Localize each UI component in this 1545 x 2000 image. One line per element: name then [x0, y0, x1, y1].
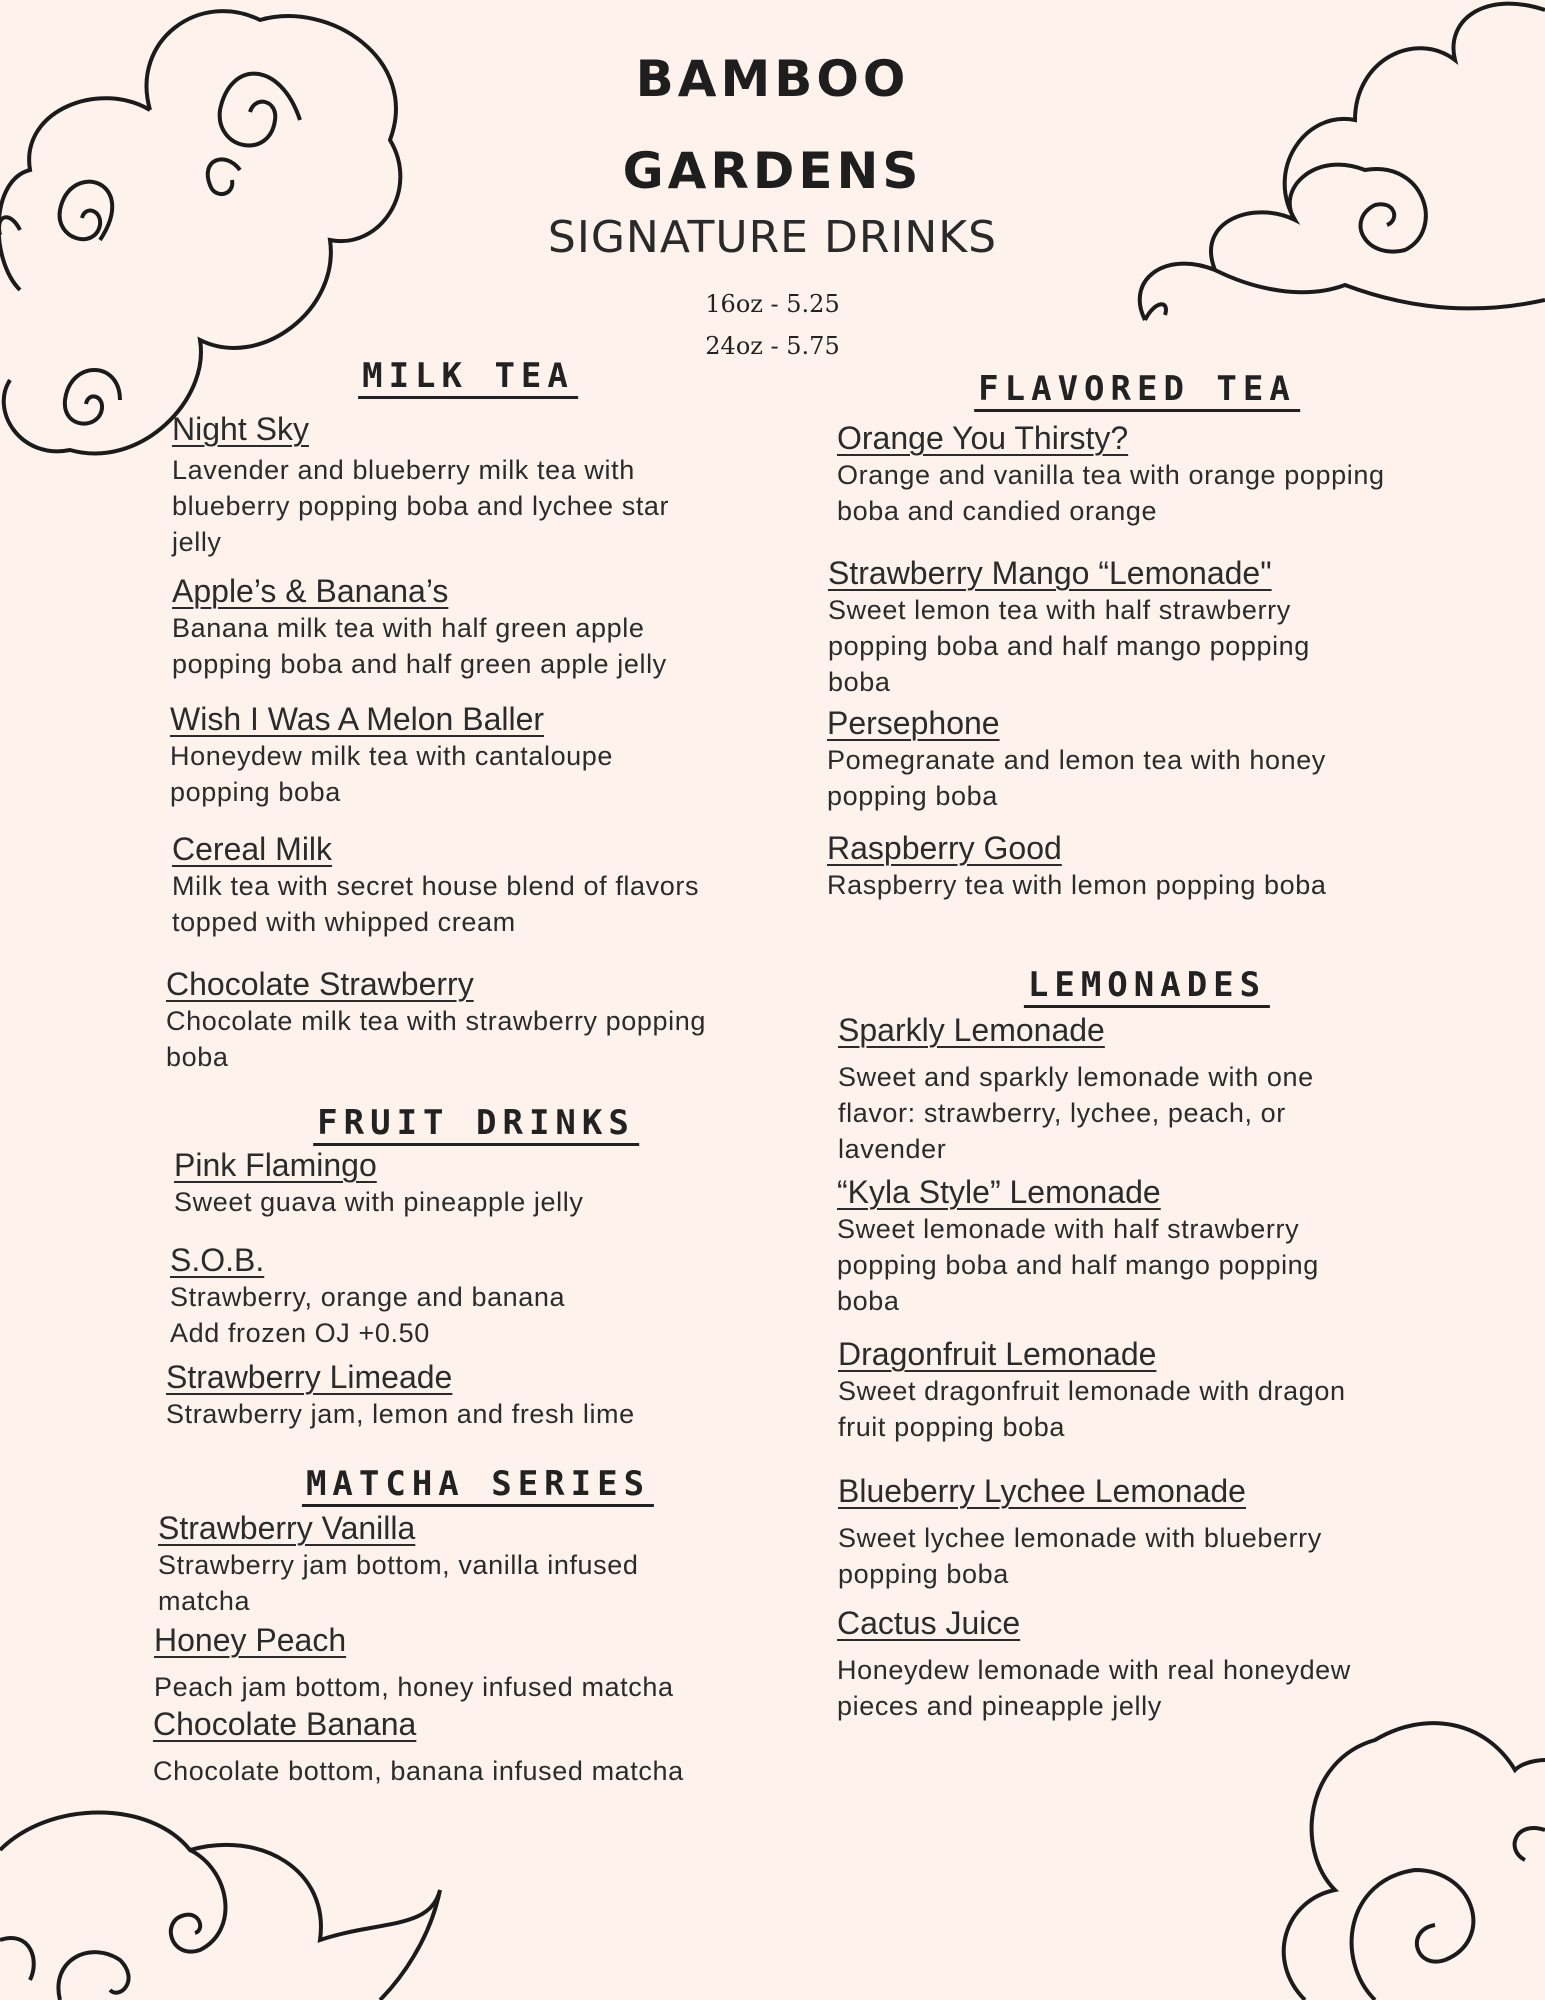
menu-item — [166, 1358, 806, 1432]
item-desc: Sweet guava with pineapple jelly — [174, 1187, 584, 1217]
item-name: Strawberry Mango “Lemonade" — [828, 555, 1272, 591]
item-name: Pink Flamingo — [174, 1147, 377, 1183]
item-desc: Orange and vanilla tea with orange popping boba and candied orange — [837, 460, 1385, 526]
item-name: Cactus Juice — [837, 1605, 1021, 1641]
menu-item — [158, 1509, 798, 1619]
menu-item — [838, 1472, 1478, 1592]
menu-item — [838, 1335, 1478, 1445]
item-name: Orange You Thirsty? — [837, 420, 1129, 456]
item-desc: Banana milk tea with half green apple popping boba and half green apple jelly — [172, 613, 667, 679]
item-name: Chocolate Strawberry — [166, 966, 474, 1002]
item-desc: Milk tea with secret house blend of flavors topped with whipped cream — [172, 871, 700, 937]
item-desc: Sweet lemon tea with half strawberry popping boba and half mango popping boba — [828, 595, 1310, 697]
item-desc: Honeydew lemonade with real honeydew pieces and pineapple jelly — [837, 1655, 1351, 1721]
item-name: Dragonfruit Lemonade — [838, 1336, 1157, 1372]
brand-name-line2: GARDENS — [622, 142, 923, 200]
item-name: Persephone — [827, 705, 1000, 741]
item-desc: Lavender and blueberry milk tea with blueberry popping boba and lychee star jelly — [172, 455, 670, 557]
price-24oz: 24oz - 5.75 — [705, 332, 840, 360]
menu-item — [828, 554, 1468, 700]
item-name: “Kyla Style” Lemonade — [837, 1174, 1161, 1210]
menu-item — [172, 572, 812, 682]
item-name: Cereal Milk — [172, 831, 333, 867]
item-name: Strawberry Limeade — [166, 1359, 453, 1395]
item-desc: Strawberry jam bottom, vanilla infused matcha — [158, 1550, 639, 1616]
item-name: Strawberry Vanilla — [158, 1510, 416, 1546]
section-title-fruit-drinks: FRUIT DRINKS — [313, 1103, 639, 1146]
menu-item — [172, 830, 812, 940]
menu-item — [837, 419, 1477, 529]
item-name: Chocolate Banana — [153, 1706, 417, 1742]
section-title-milk-tea: MILK TEA — [358, 356, 578, 399]
item-desc: Sweet lemonade with half strawberry popping boba and half mango popping boba — [837, 1214, 1319, 1316]
item-name: Wish I Was A Melon Baller — [170, 701, 545, 737]
item-desc: Sweet lychee lemonade with blueberry popping boba — [838, 1523, 1322, 1589]
brand-name-line1: BAMBOO — [635, 50, 910, 108]
cloud-bottom-right-icon — [1195, 1700, 1545, 2000]
item-desc: Strawberry, orange and banana Add frozen OJ +0.50 — [170, 1282, 566, 1348]
menu-item — [837, 1604, 1477, 1724]
page-subtitle: SIGNATURE DRINKS — [547, 212, 998, 263]
menu-item — [170, 1241, 810, 1351]
item-desc: Peach jam bottom, honey infused matcha — [154, 1672, 674, 1702]
item-name: Raspberry Good — [827, 830, 1062, 866]
item-name: S.O.B. — [170, 1242, 265, 1278]
item-desc: Chocolate bottom, banana infused matcha — [153, 1756, 684, 1786]
menu-item — [837, 1173, 1477, 1319]
item-name: Night Sky — [172, 411, 309, 447]
price-16oz: 16oz - 5.25 — [705, 290, 840, 318]
item-desc: Honeydew milk tea with cantaloupe popping boba — [170, 741, 614, 807]
menu-item — [154, 1621, 794, 1705]
menu-item — [174, 1146, 814, 1220]
item-desc: Pomegranate and lemon tea with honey popping boba — [827, 745, 1326, 811]
menu-item — [153, 1705, 793, 1789]
item-name: Honey Peach — [154, 1622, 347, 1658]
item-desc: Raspberry tea with lemon popping boba — [827, 870, 1327, 900]
menu-item — [838, 1011, 1478, 1167]
item-desc: Sweet dragonfruit lemonade with dragon fruit popping boba — [838, 1376, 1346, 1442]
item-name: Sparkly Lemonade — [838, 1012, 1105, 1048]
menu-item — [827, 829, 1467, 903]
item-desc: Strawberry jam, lemon and fresh lime — [166, 1399, 635, 1429]
section-title-flavored-tea: FLAVORED TEA — [974, 369, 1300, 412]
menu-item — [827, 704, 1467, 814]
item-desc: Chocolate milk tea with strawberry popping boba — [166, 1006, 706, 1072]
menu-item — [170, 700, 810, 810]
section-title-lemonades: LEMONADES — [1024, 965, 1270, 1008]
item-name: Apple’s & Banana’s — [172, 573, 449, 609]
menu-item — [172, 410, 812, 560]
menu-item — [166, 965, 806, 1075]
section-title-matcha-series: MATCHA SERIES — [302, 1464, 654, 1507]
item-name: Blueberry Lychee Lemonade — [838, 1473, 1246, 1509]
item-desc: Sweet and sparkly lemonade with one flavor: strawberry, lychee, peach, or lavender — [838, 1062, 1314, 1164]
